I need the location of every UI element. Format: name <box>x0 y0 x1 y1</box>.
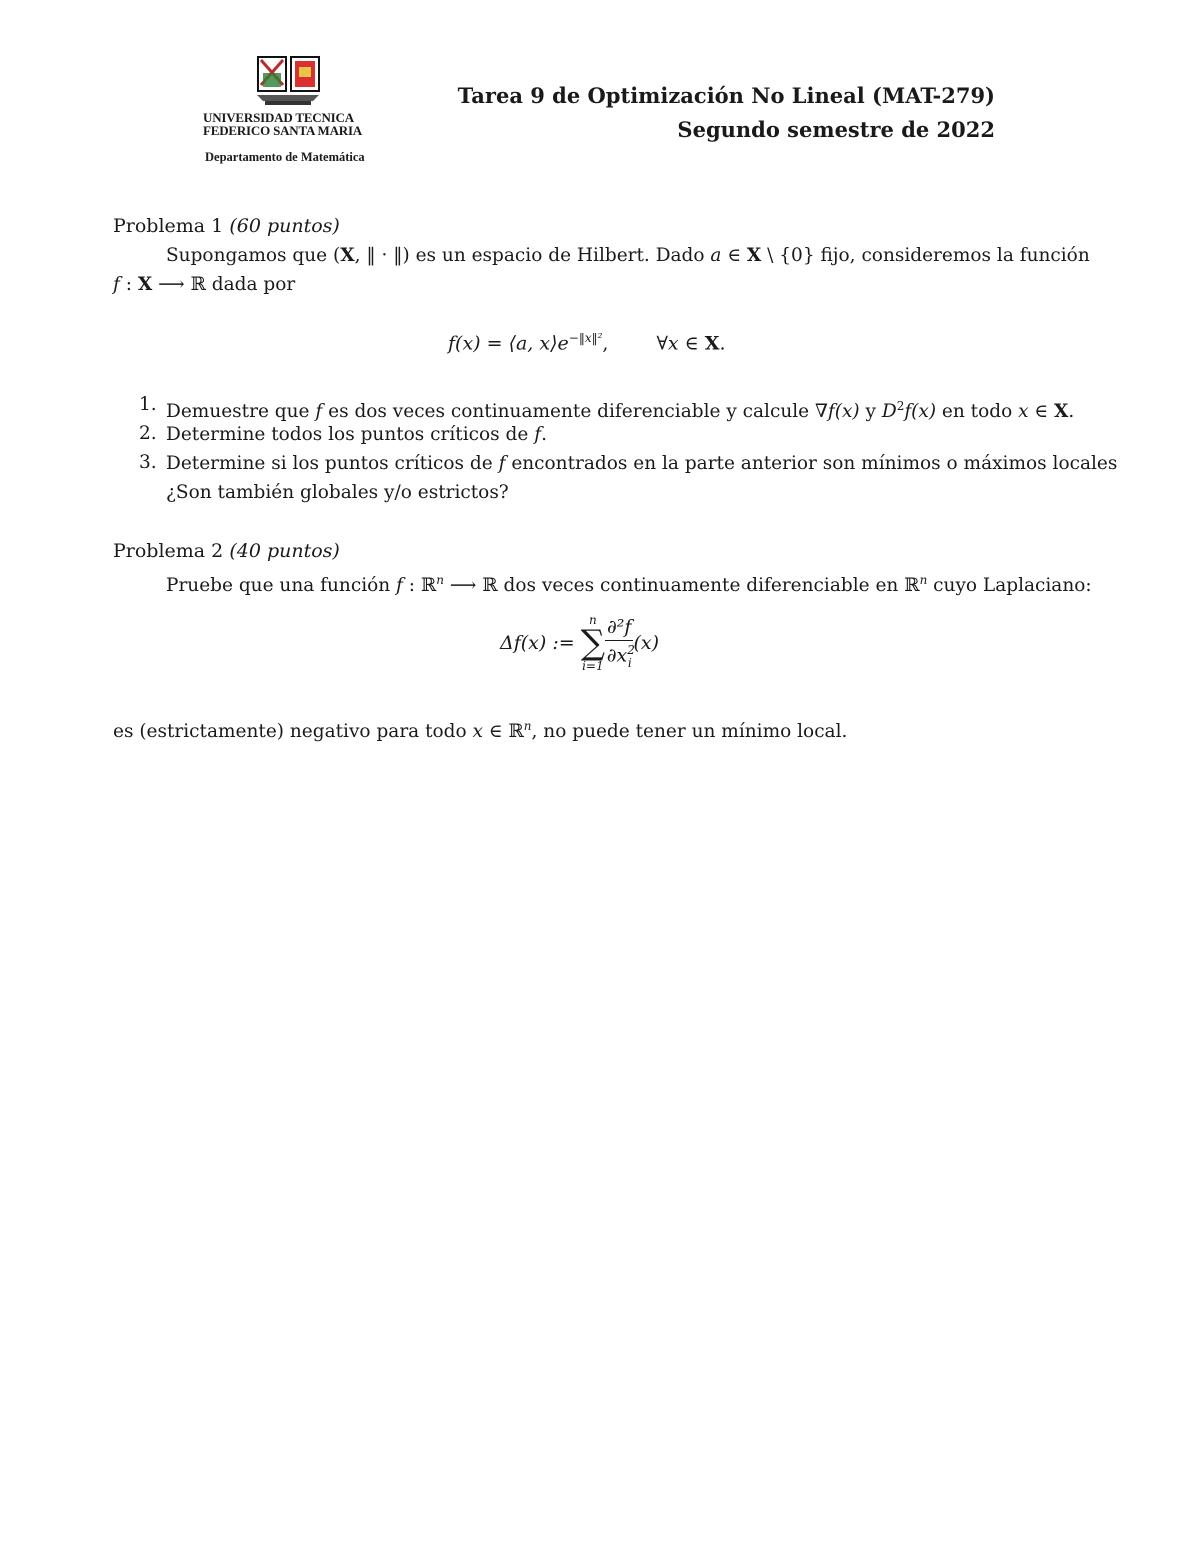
partial-fraction: $\frac{\text{∂²f}}{\partial x^2_i}$ <box>606 616 635 670</box>
problem1-label: Problema 1 <box>113 215 224 237</box>
list-item: Determine todos los puntos críticos de f. <box>166 424 547 445</box>
problem2-heading <box>113 539 340 563</box>
list-item-number: 2. <box>139 423 157 444</box>
problem1-intro-line2: f : X ⟶ ℝ dada por <box>113 274 296 295</box>
semester-label: Segundo semestre de 2022 <box>677 117 995 142</box>
problem1-equation: f(x) = ⟨a, $x⟩e^{-‖x‖^2}$, ∀x ∈ X. <box>448 331 726 355</box>
summation: n ∑ i=1 <box>580 613 605 673</box>
laplacian-equation: Δf(x) := n ∑ i=1 $\frac{\text{∂²f}}{\partial x^2_i}$ (x) <box>500 613 660 673</box>
university-name <box>203 111 378 137</box>
university-name-line1: UNIVERSIDAD TECNICA <box>203 110 354 125</box>
university-name-line2: FEDERICO SANTA MARIA <box>203 123 362 138</box>
problem2-conclusion: es (estrictamente) negativo para todo x ∈ ℝ$^n$, no puede tener un mínimo local. <box>113 719 848 743</box>
department-name: Departamento de Matemática <box>205 150 365 164</box>
problem2-intro: Pruebe que una función f : ℝ$^n$ ⟶ ℝ dos veces continuamente diferenciable en ℝ$^n$ cuyo Laplaciano: <box>166 573 1092 597</box>
assignment-title: Tarea 9 de Optimización No Lineal (MAT-279) <box>457 83 995 108</box>
problem2-label: Problema 2 <box>113 540 224 562</box>
list-item-continuation: ¿Son también globales y/o estrictos? <box>166 482 509 503</box>
problem1-heading <box>113 214 340 238</box>
problem2-points: (40 puntos) <box>229 540 340 562</box>
list-item-number: 1. <box>139 394 157 415</box>
crest-icon <box>255 55 325 107</box>
list-item-number: 3. <box>139 452 157 473</box>
list-item: Demuestre que f es dos veces continuamente diferenciable y calcule ∇f(x) y $D^2f(x)$ en todo x ∈ X. <box>166 399 1075 423</box>
problem1-intro-line1: Supongamos que (X, ‖ · ‖) es un espacio de Hilbert. Dado a ∈ X \ {0} fijo, consideremos la función <box>166 245 1090 266</box>
problem1-points: (60 puntos) <box>229 215 340 237</box>
list-item: Determine si los puntos críticos de f encontrados en la parte anterior son mínimos o máximos locales <box>166 453 1118 474</box>
university-logo <box>203 55 378 170</box>
